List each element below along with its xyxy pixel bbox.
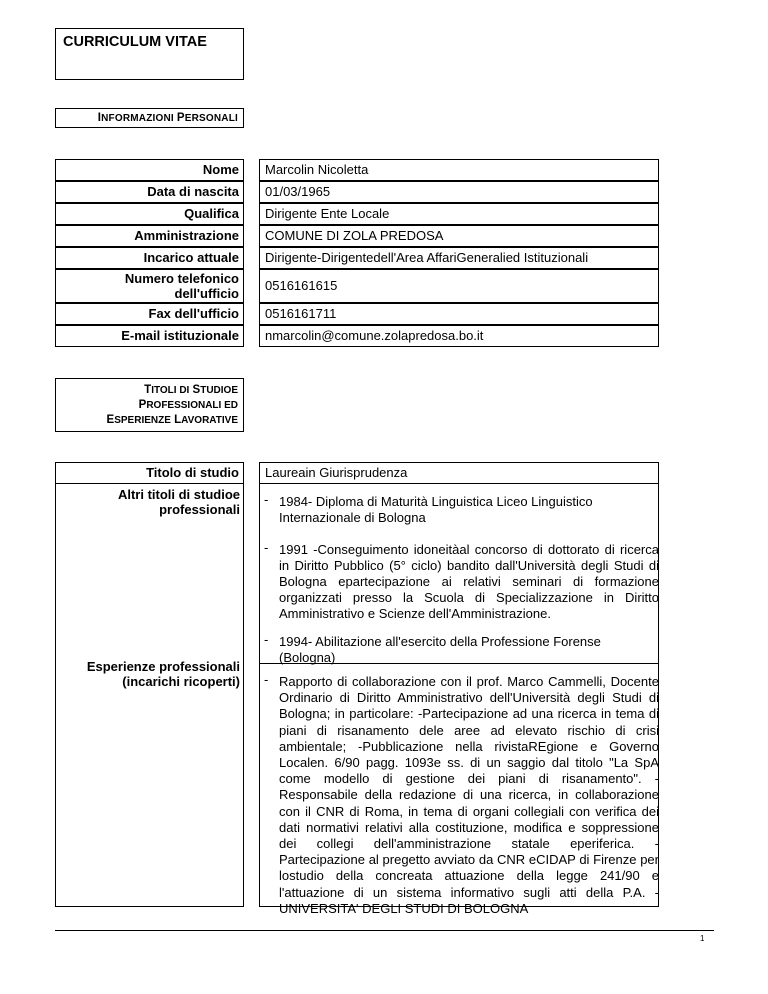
label-numero-telefonico [55,269,244,303]
label-altri-titoli-line1: Altri titoli di studioe [117,487,240,502]
table-left-border [55,484,56,907]
table-label-right-border [243,484,244,907]
bullet-dash: - [264,632,269,647]
value-numero-telefonico: 0516161615 [259,269,659,303]
section-titoli-header [55,378,244,432]
bullet-dash: - [264,540,269,555]
label-esperienze-line2: (incarichi ricoperti) [122,674,240,689]
section-personal-title: INFORMAZIONI PERSONALI [97,112,238,124]
label-amministrazione: Amministrazione [55,225,244,247]
cv-title-box [55,28,244,80]
footer-divider [55,930,714,931]
label-titolo-studio: Titolo di studio [55,462,244,484]
altri-entry-text: 1994- Abilitazione all'esercito della Professione Forense (Bologna) [279,634,601,665]
section-titoli-title [107,383,238,428]
section-titoli-title-line2: PROFESSIONALI ED [138,399,238,411]
label-altri-titoli-line2: professionali [159,502,240,517]
page-title: CURRICULUM VITAE [63,34,207,50]
esperienze-entry-text: Rapporto di collaborazione con il prof. Marco Cammelli, Docente Ordinario di Diritto Amministrativo dell'Università degli Studi di Bologna; in particolare: -Partecipazione ad una ricerca in tema di piani di risanamento dele aree ad elevato rischio di crisi ambientale; -Pubblicazione nella rivistaREgione e Governo Localen. 6/90 pagg. 1093e ss. di un saggio dal titolo "La SpA come modello di gestione dei piani di risanamento". -Responsabile della redazione di una ricerca, in collaborazione con il CNR di Roma, in tema di organi collegiali con verifica dei dati normativi relativi alla costituzione, modifica e soppressione dei collegi dell'amministrazione statale eperiferica. -Partecipazione al pregetto avviato da CNR eCIDAP di Firenze per lostudio della concreata attuazione della legge 241/90 e l'attuazione di un sistema informativo sugli atti della P.A. - UNIVERSITA' DEGLI STUDI DI BOLOGNA [279,674,659,916]
altri-entry-text: 1984- Diploma di Maturità Linguistica Liceo Linguistico Internazionale di Bologna [279,494,593,525]
label-incarico-attuale: Incarico attuale [55,247,244,269]
page-number: 1 [700,934,705,943]
altri-entry [259,634,659,666]
table-label-bottom-border [55,906,244,907]
label-nome: Nome [55,159,244,181]
label-altri-titoli [55,487,244,517]
value-incarico-attuale: Dirigente-Dirigentedell'Area AffariGeneralied Istituzionali [259,247,659,269]
bullet-dash: - [264,492,269,507]
value-nome: Marcolin Nicoletta [259,159,659,181]
value-amministrazione: COMUNE DI ZOLA PREDOSA [259,225,659,247]
value-data-nascita: 01/03/1965 [259,181,659,203]
esperienze-entry [259,674,659,917]
section-titoli-title-line1: TITOLI DI STUDIOE [144,384,238,396]
value-fax: 0516161711 [259,303,659,325]
value-titolo-studio: Laureain Giurisprudenza [259,462,659,484]
label-fax: Fax dell'ufficio [55,303,244,325]
label-qualifica: Qualifica [55,203,244,225]
label-email: E-mail istituzionale [55,325,244,347]
altri-entry-text: 1991 -Conseguimento idoneitàal concorso di dottorato di ricerca in Diritto Pubblico (5° ciclo) bandito dall'Università degli Studi di Bologna epartecipazione ai relativi seminari di formazione organizzati presso la Scuola di Specializzazione in Diritto Amministrativo e Scienze dell'Amministrazione. [279,542,659,621]
label-esperienze-line1: Esperienze professionali [86,659,240,674]
label-numero-telefonico-line2: dell'ufficio [174,286,239,301]
section-personal-header [55,108,244,128]
label-data-nascita: Data di nascita [55,181,244,203]
bullet-dash: - [264,672,269,687]
altri-entry [259,542,659,622]
altri-entry [259,494,659,526]
label-esperienze-professionali [55,659,244,689]
value-qualifica: Dirigente Ente Locale [259,203,659,225]
label-numero-telefonico-line1: Numero telefonico [124,271,239,286]
value-email: nmarcolin@comune.zolapredosa.bo.it [259,325,659,347]
section-titoli-title-line3: ESPERIENZE LAVORATIVE [106,414,238,426]
